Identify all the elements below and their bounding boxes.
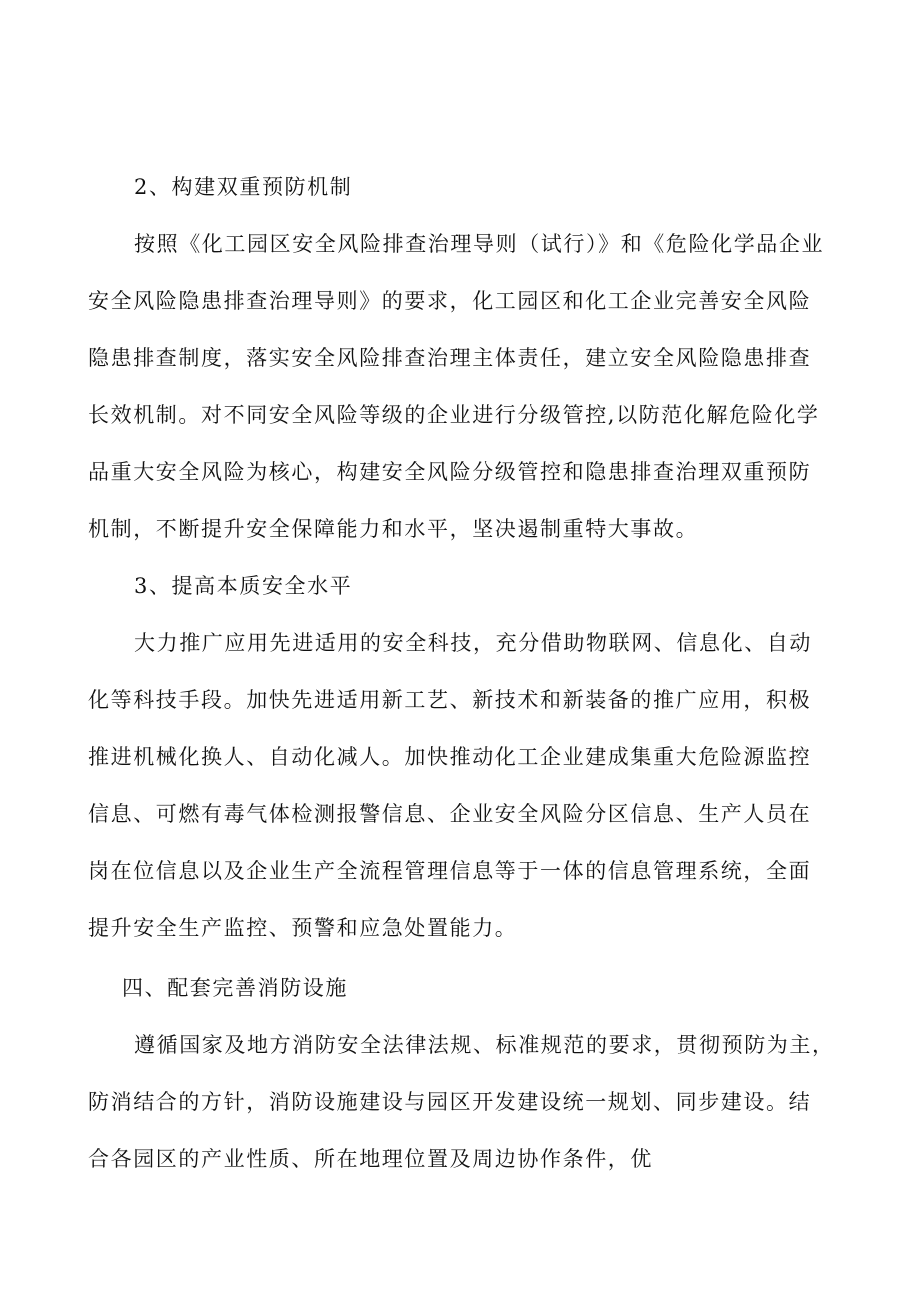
section-3-heading: 3、提高本质安全水平 xyxy=(134,574,353,598)
section-2-line-5: 品重大安全风险为核心，构建安全风险分级管控和隐患排查治理双重预防 xyxy=(88,460,812,484)
section-3-line-6: 提升安全生产监控、预警和应急处置能力。 xyxy=(88,916,518,940)
section-2-line-2: 安全风险隐患排查治理导则》的要求，化工园区和化工企业完善安全风险 xyxy=(88,289,812,313)
section-3-line-3: 推进机械化换人、自动化减人。加快推动化工企业建成集重大危险源监控 xyxy=(88,745,812,769)
section-4-line-1: 遵循国家及地方消防安全法律法规、标准规范的要求，贯彻预防为主， xyxy=(134,1033,835,1057)
section-2-line-3: 隐患排查制度，落实安全风险排查治理主体责任，建立安全风险隐患排查 xyxy=(88,346,812,370)
section-3-line-4: 信息、可燃有毒气体检测报警信息、企业安全风险分区信息、生产人员在 xyxy=(88,802,812,826)
section-4-line-2: 防消结合的方针，消防设施建设与园区开发建设统一规划、同步建设。结 xyxy=(88,1090,812,1114)
section-2-heading: 2、构建双重预防机制 xyxy=(134,175,353,199)
section-2-line-6: 机制，不断提升安全保障能力和水平，坚决遏制重特大事故。 xyxy=(88,517,699,541)
section-4-line-3: 合各园区的产业性质、所在地理位置及周边协作条件，优 xyxy=(88,1147,653,1171)
section-3-line-2: 化等科技手段。加快先进适用新工艺、新技术和新装备的推广应用，积极 xyxy=(88,688,812,712)
section-4-heading: 四、配套完善消防设施 xyxy=(122,976,348,1000)
section-2-line-1: 按照《化工园区安全风险排查治理导则（试行）》和《危险化学品企业 xyxy=(134,232,825,256)
section-2-line-4: 长效机制。对不同安全风险等级的企业进行分级管控,以防范化解危险化学 xyxy=(88,403,820,427)
section-3-line-1: 大力推广应用先进适用的安全科技，充分借助物联网、信息化、自动 xyxy=(134,631,812,655)
section-3-line-5: 岗在位信息以及企业生产全流程管理信息等于一体的信息管理系统，全面 xyxy=(88,859,812,883)
